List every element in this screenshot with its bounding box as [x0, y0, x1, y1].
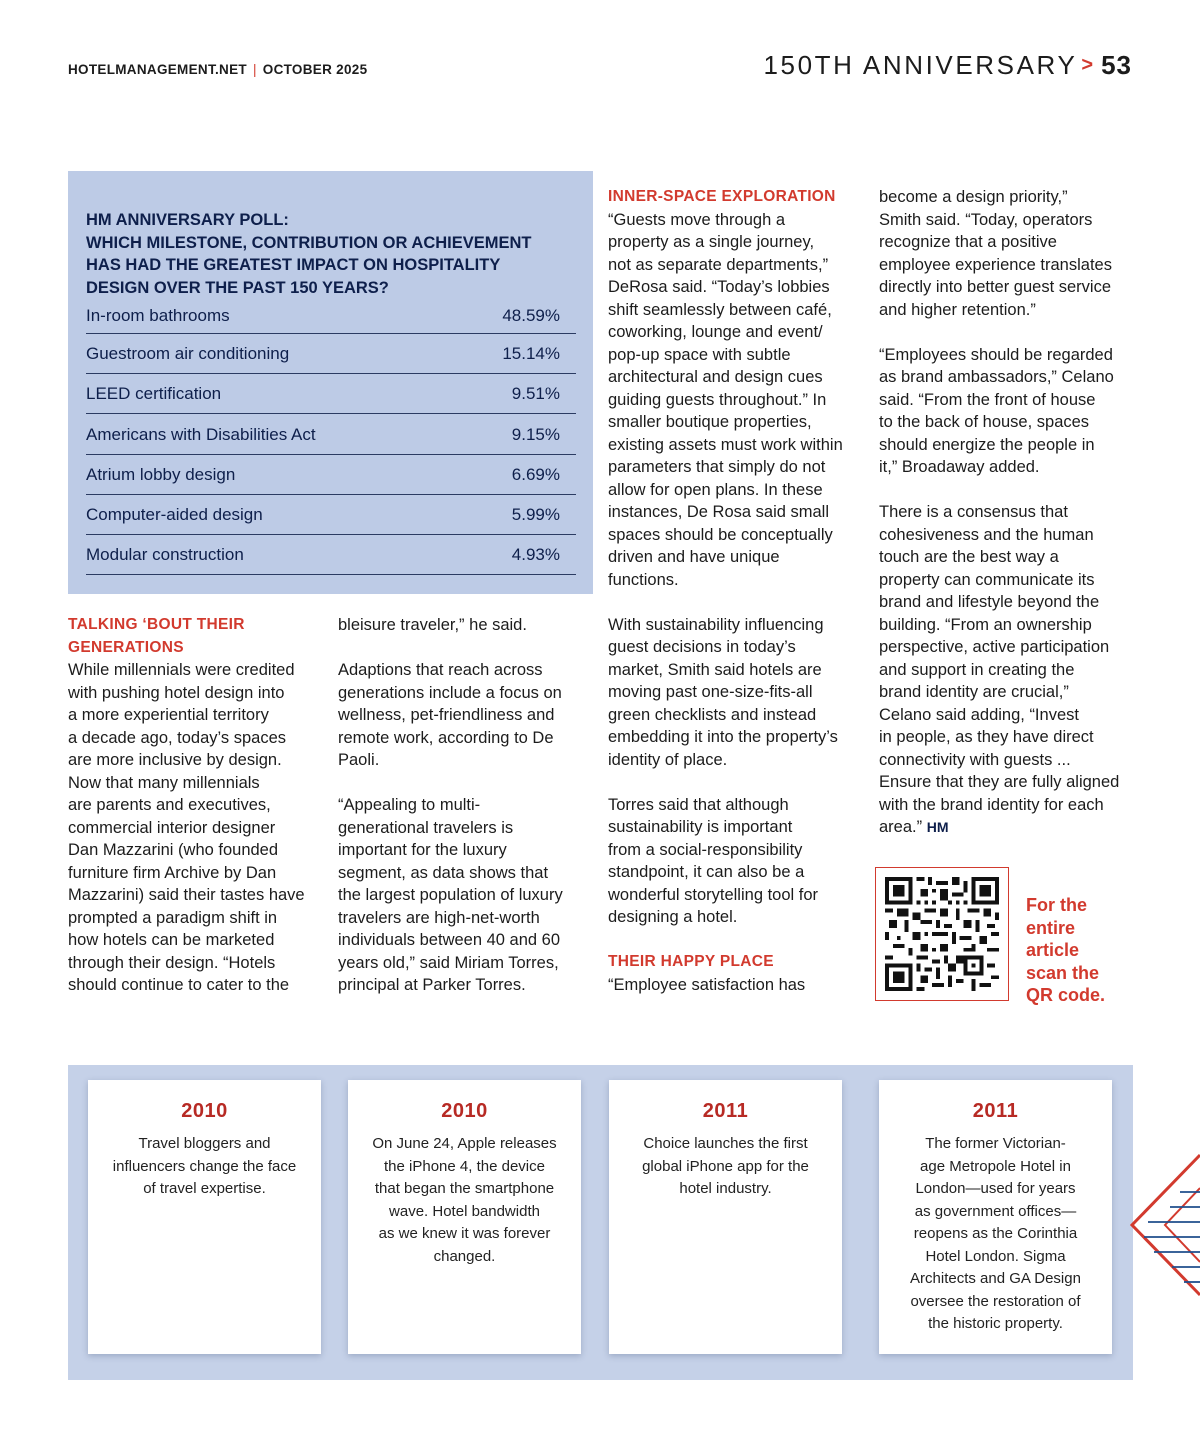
body-line: should energize the people in — [879, 435, 1095, 454]
poll-value: 4.93% — [511, 545, 560, 565]
poll-value: 9.51% — [511, 384, 560, 404]
body-line: segment, as data shows that — [338, 863, 549, 882]
body-line: recognize that a positive — [879, 233, 1057, 251]
body-line: with pushing hotel design into — [68, 683, 285, 702]
body-line: guest decisions in today’s — [608, 638, 796, 656]
poll-row — [86, 298, 576, 334]
qr-caption — [1026, 894, 1136, 1007]
body-line: connectivity with guests ... — [879, 750, 1071, 769]
timeline-year: 2011 — [972, 1100, 1019, 1122]
anniversary-poll — [68, 171, 593, 594]
body-line: shift seamlessly between café, — [608, 300, 832, 319]
poll-option: Computer-aided design — [86, 504, 263, 524]
body-line: With sustainability influencing — [608, 615, 824, 634]
body-line: the largest population of luxury — [338, 886, 563, 904]
body-line: important for the luxury — [338, 841, 507, 859]
subheading: TALKING ‘BOUT THEIR — [68, 616, 245, 633]
timeline-year: 2011 — [702, 1100, 749, 1122]
poll-value: 5.99% — [511, 504, 560, 524]
body-line: it,” Broadaway added. — [879, 458, 1040, 476]
body-line: green checklists and instead — [608, 705, 817, 724]
body-line: brand identity are crucial,” — [879, 683, 1069, 701]
qr-caption-line: scan the — [1026, 962, 1100, 983]
body-line: “Employee satisfaction has — [608, 975, 806, 994]
body-line: property as a single journey, — [608, 233, 815, 251]
timeline-line: The former Victorian- — [925, 1135, 1066, 1152]
body-line: bleisure traveler,” he said. — [338, 616, 527, 634]
body-line: “Guests move through a — [608, 210, 786, 229]
timeline-line: reopens as the Corinthia — [913, 1225, 1078, 1242]
body-line: architectural and design cues — [608, 368, 823, 386]
chevron-right-icon: > — [1081, 54, 1094, 76]
body-line: market, Smith said hotels are — [608, 660, 822, 679]
timeline-line: Choice launches the first — [643, 1135, 808, 1152]
body-line: driven and have unique — [608, 548, 780, 566]
body-line: employee experience translates — [879, 255, 1112, 274]
body-line: There is a consensus that — [879, 503, 1068, 521]
poll-row — [86, 496, 576, 535]
body-line: pop-up space with subtle — [608, 345, 791, 364]
body-line: and higher retention.” — [879, 300, 1036, 319]
timeline-line: the historic property. — [928, 1315, 1063, 1332]
body-line: with the brand identity for each — [879, 795, 1104, 814]
body-line: brand and lifestyle beyond the — [879, 593, 1100, 611]
body-line: principal at Parker Torres. — [338, 976, 526, 994]
qr-code[interactable] — [875, 867, 1009, 1001]
timeline-card — [88, 1080, 321, 1354]
body-line: Smith said. “Today, operators — [879, 210, 1093, 229]
section-header — [763, 50, 1132, 81]
body-line: Torres said that although — [608, 795, 789, 814]
timeline-line: London—used for years — [915, 1180, 1076, 1197]
timeline-line: the iPhone 4, the device — [384, 1157, 545, 1175]
body-line: prompted a paradigm shift in — [68, 908, 278, 927]
body-line: furniture firm Archive by Dan — [68, 863, 277, 882]
poll-title-line: WHICH MILESTONE, CONTRIBUTION OR ACHIEVEMENT — [86, 233, 532, 252]
timeline-card — [879, 1080, 1112, 1354]
body-line: how hotels can be marketed — [68, 931, 275, 949]
timeline-line: age Metropole Hotel in — [920, 1157, 1071, 1175]
body-line: said. “From the front of house — [879, 390, 1096, 409]
body-line: “Appealing to multi- — [338, 796, 481, 814]
body-line: and support in creating the — [879, 660, 1075, 679]
timeline-line: of travel expertise. — [143, 1180, 266, 1197]
body-line: from a social-responsibility — [608, 840, 803, 859]
timeline-line: that began the smartphone — [374, 1180, 555, 1197]
qr-caption-line: For the — [1026, 895, 1087, 915]
timeline-description — [348, 1133, 581, 1268]
body-line: coworking, lounge and event/ — [608, 323, 823, 341]
poll-row — [86, 335, 576, 374]
timeline-line: wave. Hotel bandwidth — [389, 1202, 540, 1220]
poll-title-line: DESIGN OVER THE PAST 150 YEARS? — [86, 278, 389, 297]
body-line: instances, De Rosa said small — [608, 503, 830, 521]
timeline-line: global iPhone app for the — [642, 1157, 809, 1175]
body-line: cohesiveness and the human — [879, 525, 1094, 544]
body-line: remote work, according to De — [338, 728, 554, 747]
body-line: become a design priority,” — [879, 188, 1068, 206]
poll-option: Modular construction — [86, 545, 244, 565]
timeline-year: 2010 — [181, 1100, 228, 1122]
header-separator: | — [252, 62, 257, 77]
timeline-line: On June 24, Apple releases — [372, 1135, 557, 1152]
body-line: as brand ambassadors,” Celano — [879, 368, 1114, 386]
qr-caption-line: QR code. — [1026, 985, 1106, 1005]
body-line: moving past one-size-fits-all — [608, 683, 813, 701]
poll-value: 48.59% — [502, 305, 560, 325]
poll-title-line: HM ANNIVERSARY POLL: — [86, 211, 289, 229]
body-line: smaller boutique properties, — [608, 413, 812, 431]
qr-code-icon — [885, 877, 999, 991]
body-line: not as separate departments,” — [608, 255, 829, 274]
body-line: sustainability is important — [608, 818, 793, 836]
body-line: guiding guests throughout.” In — [608, 390, 827, 409]
poll-results — [86, 298, 576, 576]
body-line: are more inclusive by design. — [68, 751, 282, 769]
timeline-description — [609, 1133, 842, 1201]
poll-option: Guestroom air conditioning — [86, 344, 290, 364]
timeline-line: Travel bloggers and — [138, 1135, 271, 1152]
body-line: a more experiential territory — [68, 706, 269, 724]
poll-option: Americans with Disabilities Act — [86, 424, 316, 444]
body-line: in people, as they have direct — [879, 728, 1094, 746]
issue-date: OCTOBER 2025 — [262, 62, 368, 77]
body-line: embedding it into the property’s — [608, 728, 838, 746]
body-line: travelers are high-net-worth — [338, 908, 540, 927]
body-line: a decade ago, today’s spaces — [68, 728, 287, 747]
body-line: Adaptions that reach across — [338, 661, 543, 679]
body-line: generations include a focus on — [338, 683, 562, 702]
body-line: identity of place. — [608, 750, 728, 769]
timeline-line: influencers change the face — [112, 1157, 297, 1175]
body-line: Ensure that they are fully aligned — [879, 773, 1120, 791]
poll-value: 6.69% — [511, 464, 560, 484]
subheading: THEIR HAPPY PLACE — [608, 953, 774, 970]
body-text: area.” — [879, 818, 923, 836]
body-line: Now that many millennials — [68, 773, 260, 792]
body-line: touch are the best way a — [879, 548, 1059, 566]
body-line: DeRosa said. “Today’s lobbies — [608, 278, 830, 296]
timeline-line: hotel industry. — [679, 1180, 772, 1197]
body-line: While millennials were credited — [68, 661, 295, 679]
body-line: Celano said adding, “Invest — [879, 705, 1079, 724]
body-line: functions. — [608, 570, 679, 589]
poll-title-line: HAS HAD THE GREATEST IMPACT ON HOSPITALITY — [86, 256, 501, 274]
body-line: Mazzarini) said their tastes have — [68, 886, 305, 904]
subheading: GENERATIONS — [68, 638, 184, 656]
body-line: allow for open plans. In these — [608, 480, 823, 499]
running-header — [68, 62, 367, 77]
body-line: standpoint, it can also be a — [608, 863, 805, 881]
timeline-line: Architects and GA Design — [910, 1270, 1081, 1287]
body-line: spaces should be conceptually — [608, 525, 833, 544]
body-line: building. “From an ownership — [879, 615, 1092, 634]
qr-caption-line: entire — [1026, 917, 1076, 938]
poll-row — [86, 456, 576, 495]
poll-row — [86, 375, 576, 414]
body-line: property can communicate its — [879, 570, 1095, 589]
article-column-4 — [879, 186, 1139, 839]
page-number: 53 — [1101, 50, 1132, 80]
poll-value: 9.15% — [511, 424, 560, 444]
body-line: wonderful storytelling tool for — [608, 885, 819, 904]
timeline-line: as we knew it was forever — [378, 1225, 551, 1242]
section-title: 150TH ANNIVERSARY — [763, 50, 1078, 80]
timeline-line: changed. — [433, 1247, 496, 1265]
body-line: commercial interior designer — [68, 818, 276, 837]
body-line: parameters that simply do not — [608, 458, 826, 476]
body-line: years old,” said Miriam Torres, — [338, 953, 559, 972]
body-line: individuals between 40 and 60 — [338, 931, 561, 949]
body-line-final — [879, 816, 1139, 839]
body-line: are parents and executives, — [68, 796, 271, 814]
poll-option: Atrium lobby design — [86, 464, 236, 484]
timeline-card — [348, 1080, 581, 1354]
timeline-card — [609, 1080, 842, 1354]
body-line: “Employees should be regarded — [879, 345, 1113, 364]
body-line: directly into better guest service — [879, 278, 1112, 296]
article-column-1 — [68, 614, 328, 997]
timeline-line: oversee the restoration of — [910, 1292, 1081, 1310]
qr-caption-line: article — [1026, 940, 1080, 960]
decorative-diamond-icon — [1120, 1140, 1200, 1340]
poll-option: In-room bathrooms — [86, 305, 230, 325]
article-column-2 — [338, 614, 598, 997]
subheading: INNER-SPACE EXPLORATION — [608, 188, 836, 205]
timeline-line: as government offices— — [914, 1202, 1077, 1220]
timeline-description — [879, 1133, 1112, 1336]
poll-title — [86, 209, 581, 299]
body-line: to the back of house, spaces — [879, 413, 1090, 431]
body-line: Paoli. — [338, 751, 380, 769]
timeline-line: Hotel London. Sigma — [925, 1247, 1066, 1265]
poll-option: LEED certification — [86, 384, 222, 404]
body-line: wellness, pet-friendliness and — [338, 706, 555, 724]
timeline-year: 2010 — [441, 1100, 488, 1122]
body-line: generational travelers is — [338, 818, 514, 837]
poll-row — [86, 536, 576, 575]
body-line: should continue to cater to the — [68, 976, 290, 994]
poll-row — [86, 416, 576, 455]
body-line: existing assets must work within — [608, 435, 843, 454]
poll-value: 15.14% — [502, 344, 560, 364]
body-line: designing a hotel. — [608, 908, 738, 926]
body-line: through their design. “Hotels — [68, 953, 276, 972]
site-name: HOTELMANAGEMENT.NET — [68, 62, 247, 77]
body-line: Dan Mazzarini (who founded — [68, 841, 279, 859]
end-signature: HM — [926, 819, 949, 835]
body-line: perspective, active participation — [879, 638, 1110, 656]
timeline-description — [88, 1133, 321, 1201]
article-column-3 — [608, 186, 868, 996]
